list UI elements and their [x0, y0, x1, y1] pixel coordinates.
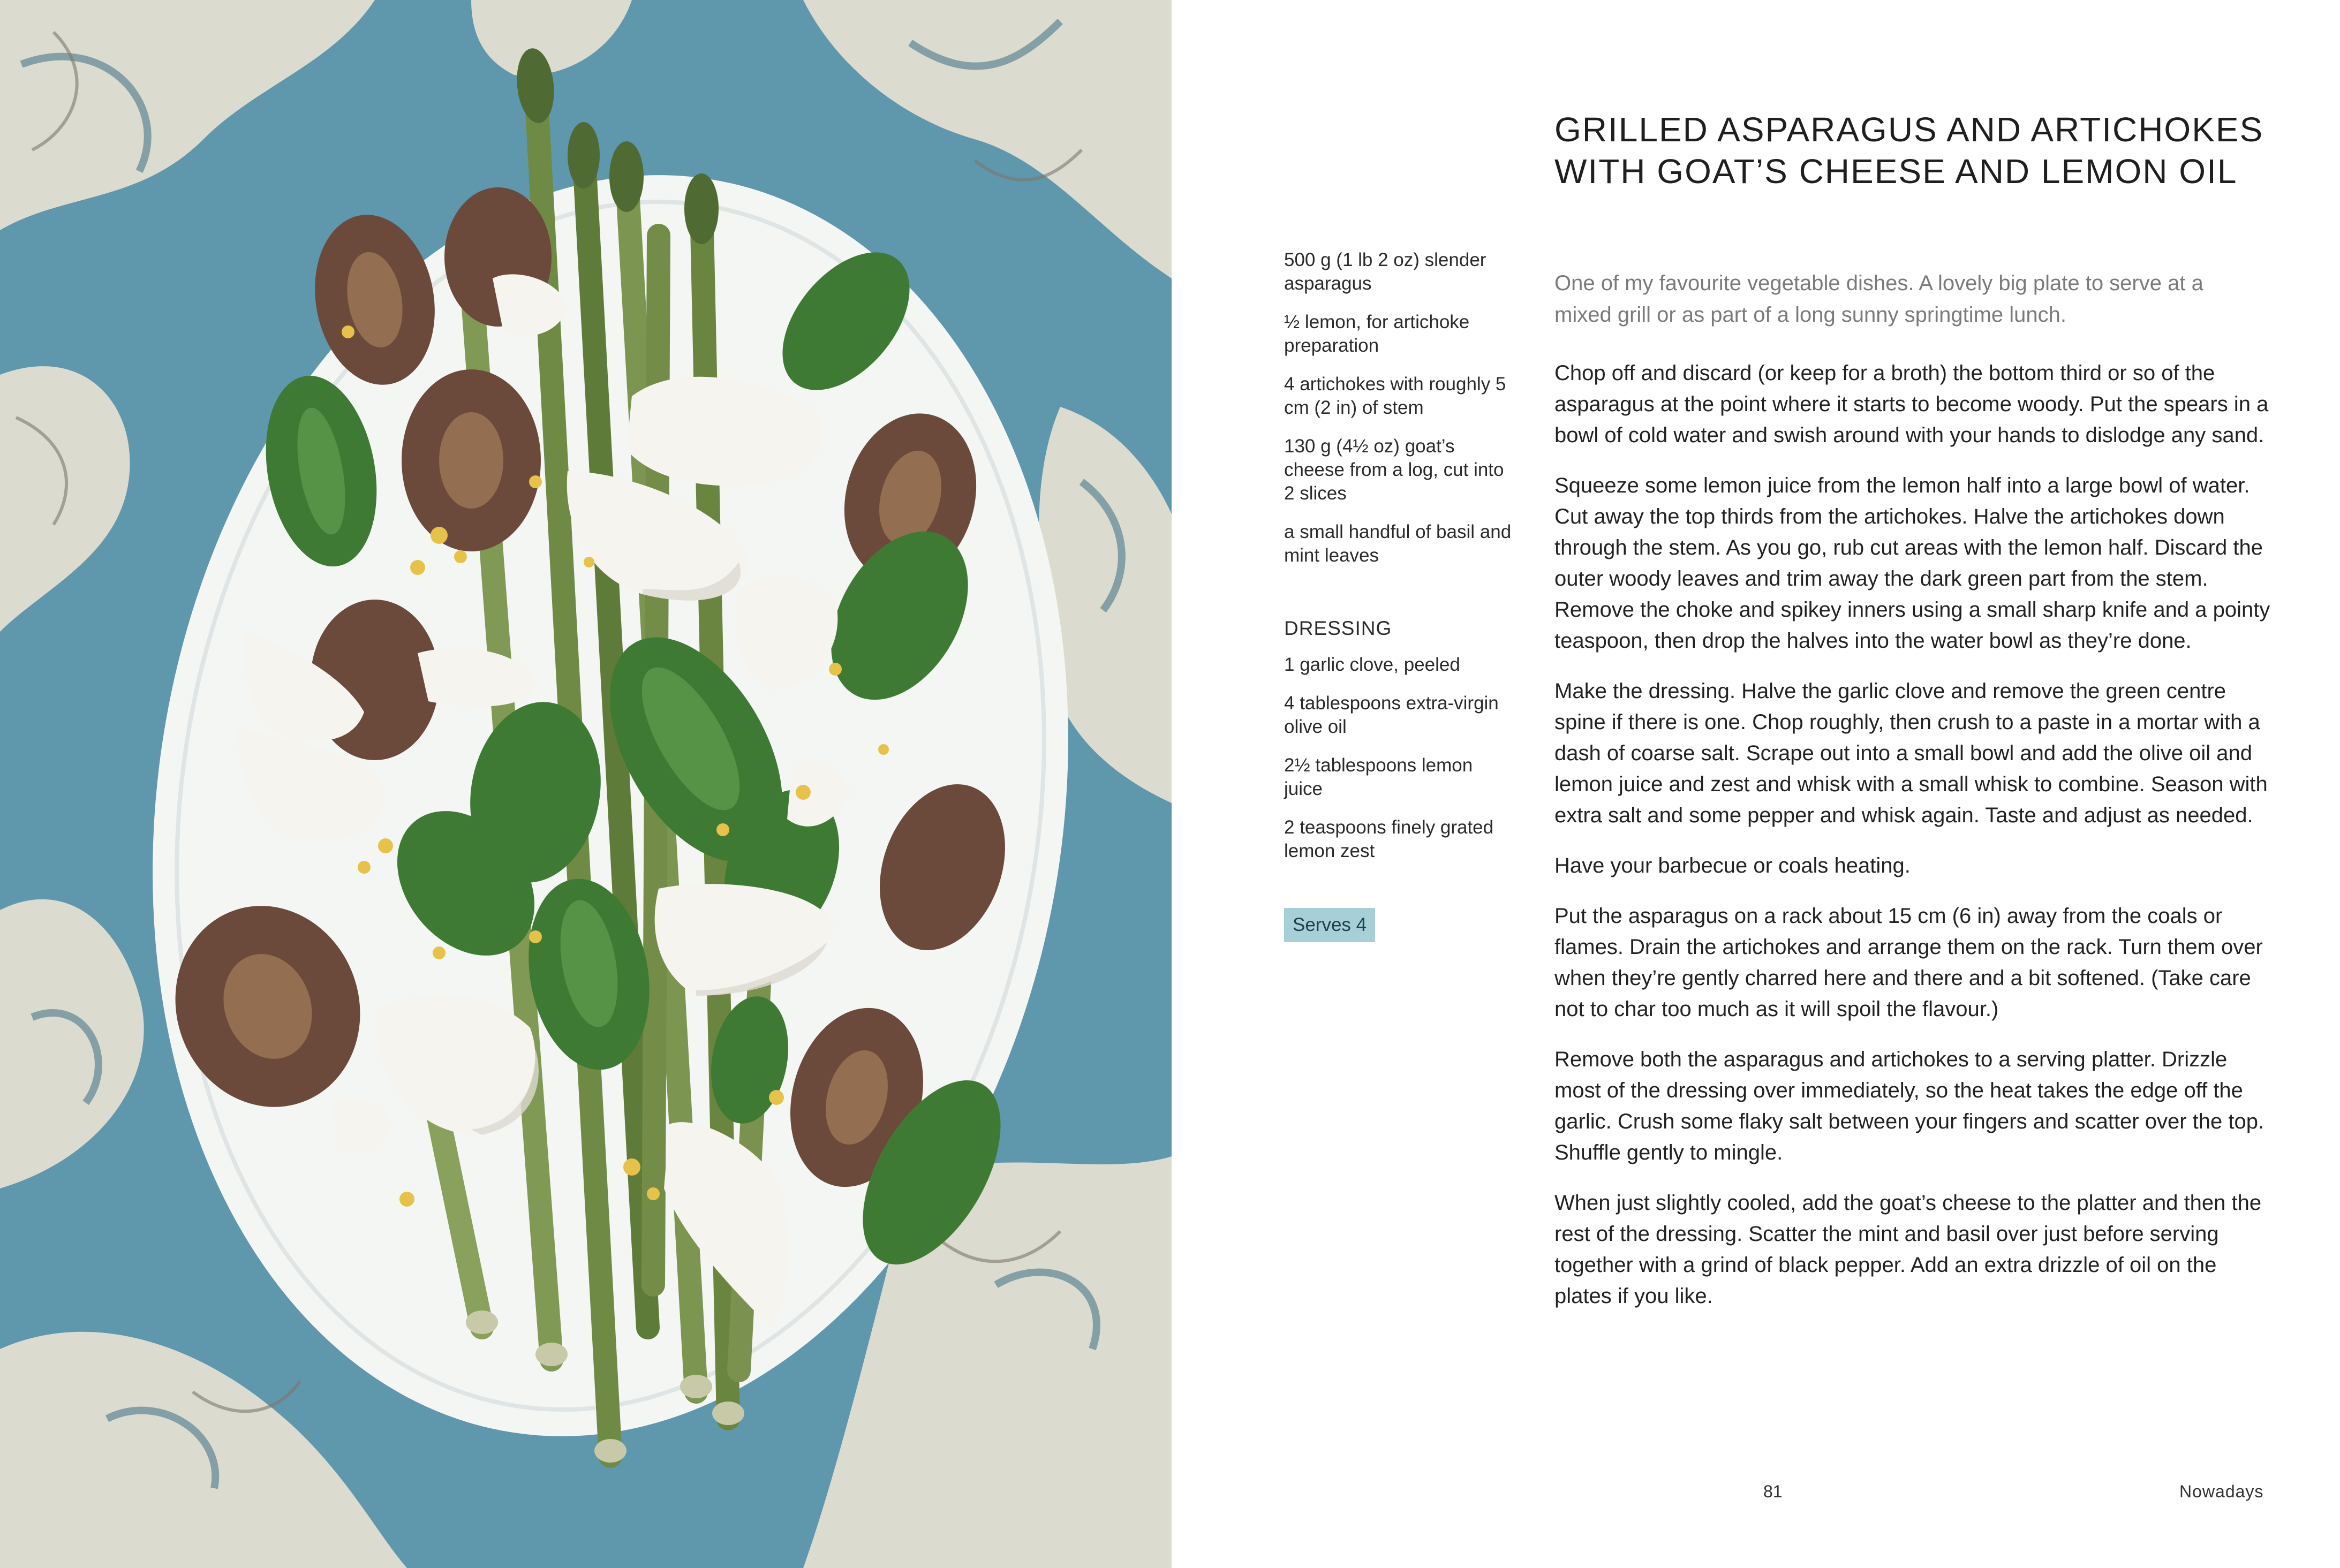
method-step: Remove both the asparagus and artichokes to a serving platter. Drizzle most of the dressing over immediately, so the heat takes the edge off the garlic. Crush some flaky salt between your fingers and scatter over the top. Shuffle gently to mingle.	[1554, 1048, 2264, 1164]
method-step: Make the dressing. Halve the garlic clove and remove the green centre spine if there is one. Chop roughly, then crush to a paste in a mortar with a dash of coarse salt. Scrape out into a small bowl and add the olive oil and lemon juice and zest and whisk with a small whisk to combine. Season with extra salt and some pepper and whisk again. Taste and adjust as needed.	[1554, 679, 2268, 827]
running-head: Nowadays	[2179, 1482, 2264, 1501]
ingredient-item: 500 g (1 lb 2 oz) slender asparagus	[1284, 249, 1486, 294]
ingredient-item: ½ lemon, for artichoke preparation	[1284, 312, 1470, 356]
dressing-item: 2 teaspoons finely grated lemon zest	[1284, 817, 1494, 861]
method-step: Chop off and discard (or keep for a broth) the bottom third or so of the asparagus at the point where it starts to become woody. Put the spears in a bowl of cold water and swish around with your hands to dislodge any sand.	[1554, 361, 2269, 447]
method-step: Squeeze some lemon juice from the lemon half into a large bowl of water. Cut away the top thirds from the artichokes. Halve the artichokes down through the stem. As you go, rub cut areas with the lemon half. Discard the outer woody leaves and trim away the dark green part from the stem. Remove the choke and spikey inners using a small sharp knife and a pointy teaspoon, then drop the halves into the water bowl as they’re done.	[1554, 474, 2270, 653]
method-step: When just slightly cooled, add the goat’s cheese to the platter and then the rest of the dressing. Scatter the mint and basil over just before serving together with a grind of black pepper. Add an extra drizzle of oil on the plates if you like.	[1554, 1191, 2262, 1308]
method-step: Put the asparagus on a rack about 15 cm (6 in) away from the coals or flames. Drain the artichokes and arrange them on the rack. Turn them over when they’re gently charred here and there and a bit softened. (Take care not to char too much as it will spoil the flavour.)	[1554, 904, 2263, 1021]
ingredient-item: 4 artichokes with roughly 5 cm (2 in) of stem	[1284, 374, 1506, 418]
ingredient-item: 130 g (4½ oz) goat’s cheese from a log, cut into 2 slices	[1284, 436, 1504, 504]
method-steps	[1554, 358, 2272, 1331]
recipe-title	[1554, 109, 2304, 192]
recipe-title-line: WITH GOAT’S CHEESE AND LEMON OIL	[1554, 152, 2238, 191]
dressing-item: 2½ tablespoons lemon juice	[1284, 755, 1473, 799]
ingredient-item: a small handful of basil and mint leaves	[1284, 521, 1512, 566]
recipe-title-line: GRILLED ASPARAGUS AND ARTICHOKES	[1554, 110, 2264, 149]
dressing-heading: DRESSING	[1284, 617, 1392, 639]
method-step: Have your barbecue or coals heating.	[1554, 854, 1911, 877]
serves-badge: Serves 4	[1284, 908, 1375, 942]
page-number: 81	[1763, 1482, 1783, 1501]
dressing-item: 1 garlic clove, peeled	[1284, 654, 1460, 675]
ingredient-list	[1284, 248, 1514, 942]
dressing-item: 4 tablespoons extra-virgin olive oil	[1284, 693, 1499, 737]
recipe-intro: One of my favourite vegetable dishes. A lovely big plate to serve at a mixed grill or as part of a long sunny springtime lunch.	[1554, 271, 2203, 327]
